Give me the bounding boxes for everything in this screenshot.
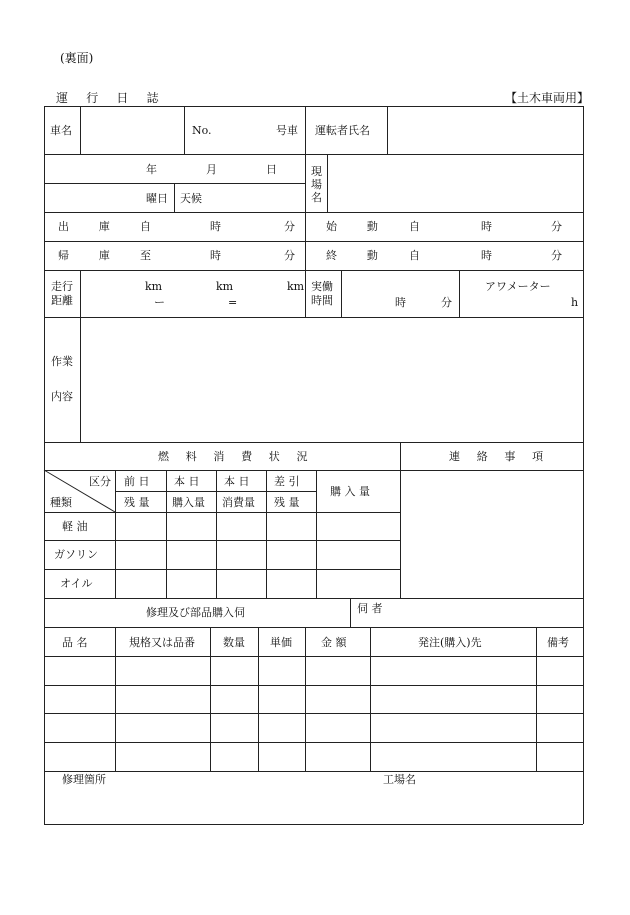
line-h	[44, 317, 583, 318]
vehicle-number-suffix: 号車	[276, 124, 298, 137]
work-time-minute: 分	[441, 296, 452, 309]
line-h	[44, 270, 583, 271]
line-h	[44, 713, 583, 714]
diff-label: 差 引	[274, 475, 300, 488]
fuel-header-category: 区分	[89, 475, 111, 488]
line-v	[80, 106, 81, 154]
line-v	[115, 627, 116, 771]
month-label: 月	[206, 163, 217, 176]
work-label-2: 内容	[51, 390, 73, 403]
frame-left	[44, 106, 45, 824]
line-v	[305, 212, 306, 270]
start-label: 始 動	[326, 220, 392, 233]
site-label: 現場名	[311, 165, 322, 204]
line-h	[44, 771, 583, 772]
line-h	[44, 442, 583, 443]
equals-sign: =	[228, 296, 238, 309]
start-minute: 分	[551, 220, 562, 233]
page-title: 運 行 日 誌	[56, 91, 166, 105]
hour-meter-label: アワメーター	[485, 280, 551, 293]
today-purchase-label: 購入量	[172, 496, 205, 509]
line-h	[44, 742, 583, 743]
line-v	[80, 317, 81, 442]
line-h	[44, 598, 583, 599]
line-h	[44, 627, 583, 628]
line-v	[370, 627, 371, 771]
repair-header-note: 備考	[547, 636, 569, 649]
line-v	[80, 270, 81, 317]
line-v	[459, 270, 460, 317]
weekday-label: 曜日	[146, 192, 168, 205]
weather-label: 天候	[180, 192, 202, 205]
line-h	[44, 656, 583, 657]
line-v	[327, 154, 328, 212]
line-v	[258, 627, 259, 771]
line-v	[210, 627, 211, 771]
repair-location-label: 修理箇所	[62, 773, 106, 786]
diff-remain-label: 残 量	[274, 496, 300, 509]
line-h	[44, 470, 583, 471]
line-h	[44, 212, 583, 213]
line-v	[266, 470, 267, 598]
frame-right	[583, 106, 584, 824]
vehicle-name-label: 車名	[50, 124, 72, 137]
day-label: 日	[266, 163, 277, 176]
line-v	[400, 442, 401, 598]
line-v	[536, 627, 537, 771]
contact-title: 連 絡 事 項	[449, 450, 550, 463]
depart-label: 出 庫	[58, 220, 124, 233]
minus-sign: ー	[154, 296, 165, 309]
work-time-label: 実働時間	[311, 280, 333, 307]
return-label: 帰 庫	[58, 249, 124, 262]
return-minute: 分	[284, 249, 295, 262]
stop-label: 終 動	[326, 249, 392, 262]
frame-bottom	[44, 824, 583, 825]
line-h	[44, 512, 400, 513]
line-v	[305, 106, 306, 154]
work-time-hour: 時	[395, 296, 406, 309]
category-label: 【土木車両用】	[505, 91, 590, 105]
repair-header-item: 品 名	[62, 636, 88, 649]
work-label-1: 作業	[51, 355, 73, 368]
depart-hour: 時	[210, 220, 221, 233]
return-hour: 時	[210, 249, 221, 262]
repair-header-price: 単価	[270, 636, 292, 649]
km-unit-1: km	[145, 280, 163, 293]
line-v	[216, 470, 217, 598]
line-v	[166, 470, 167, 598]
line-v	[305, 154, 306, 212]
line-v	[305, 270, 306, 317]
line-h	[44, 540, 400, 541]
line-v	[387, 106, 388, 154]
distance-label: 走行距離	[51, 280, 73, 307]
line-v	[115, 470, 116, 598]
factory-label: 工場名	[383, 773, 416, 786]
hour-meter-unit: h	[571, 296, 579, 309]
line-h	[44, 685, 583, 686]
fuel-header-type: 種類	[50, 496, 72, 509]
fuel-row-diesel: 軽 油	[62, 520, 88, 533]
today-label-1: 本 日	[174, 475, 200, 488]
line-v	[316, 470, 317, 598]
start-from: 自	[409, 220, 420, 233]
line-h	[44, 241, 583, 242]
km-unit-2: km	[216, 280, 234, 293]
line-h	[44, 154, 583, 155]
line-v	[184, 106, 185, 154]
repair-header-vendor: 発注(購入)先	[418, 636, 482, 649]
line-v	[305, 627, 306, 771]
purchase-label: 購 入 量	[330, 485, 370, 498]
side-label: (裏面)	[60, 51, 94, 65]
driver-label: 運転者氏名	[315, 124, 370, 137]
year-label: 年	[146, 163, 157, 176]
frame-top	[44, 106, 583, 107]
stop-minute: 分	[551, 249, 562, 262]
today-consume-label: 消費量	[222, 496, 255, 509]
repair-header-spec: 規格又は品番	[129, 636, 195, 649]
repair-title: 修理及び部品購入伺	[146, 606, 245, 619]
repair-header-amount: 金 額	[321, 636, 347, 649]
line-v	[341, 270, 342, 317]
fuel-row-oil: オイル	[60, 577, 93, 590]
today-label-2: 本 日	[224, 475, 250, 488]
km-unit-3: km	[287, 280, 305, 293]
prev-remain-label: 残 量	[124, 496, 150, 509]
stop-from: 自	[409, 249, 420, 262]
depart-from: 自	[140, 220, 151, 233]
vehicle-no-label: No.	[192, 124, 212, 137]
return-to: 至	[140, 249, 151, 262]
depart-minute: 分	[284, 220, 295, 233]
fuel-title: 燃 料 消 費 状 況	[158, 450, 315, 463]
fuel-row-gasoline: ガソリン	[54, 548, 98, 561]
repair-header-qty: 数量	[223, 636, 245, 649]
line-h	[44, 569, 400, 570]
stop-hour: 時	[481, 249, 492, 262]
ask-label: 伺 者	[357, 602, 383, 615]
prev-day-label: 前 日	[124, 475, 150, 488]
line-v	[174, 183, 175, 212]
start-hour: 時	[481, 220, 492, 233]
line-v	[350, 598, 351, 627]
